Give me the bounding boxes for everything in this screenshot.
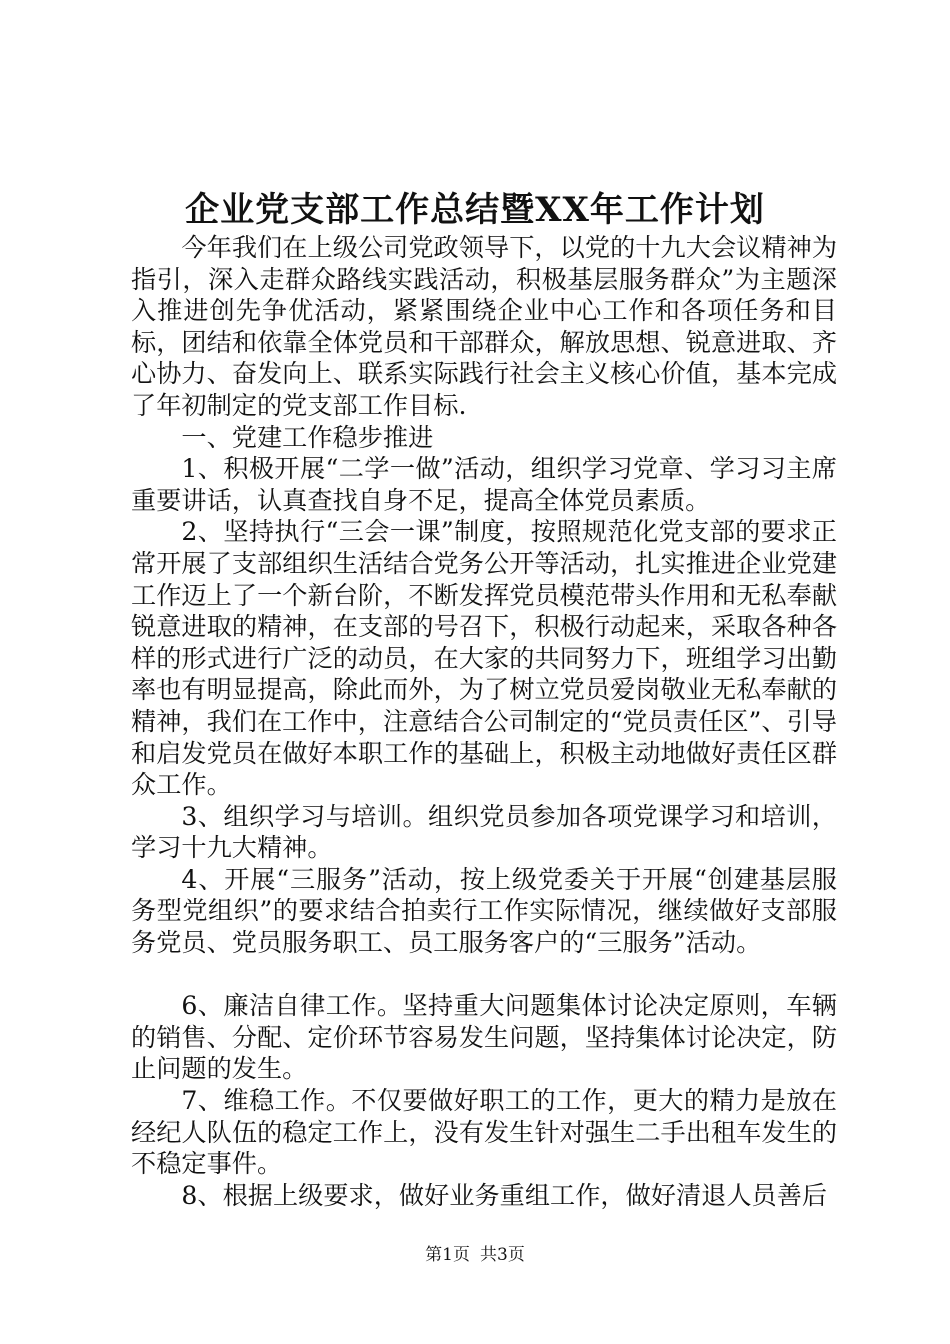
item-paragraph-1: 1、积极开展“二学一做”活动，组织学习党章、学习习主席重要讲话，认真查找自身不足，提高全体党员素质。 (131, 454, 837, 515)
section-heading: 一、党建工作稳步推进 (181, 422, 434, 452)
page-number: 第1页 (425, 1245, 470, 1265)
item-paragraph-2: 2、坚持执行“三会一课”制度，按照规范化党支部的要求正常开展了支部组织生活结合党务公开等活动，扎实推进企业党建工作迈上了一个新台阶，不断发挥党员模范带头作用和无私奉献锐意进取的精神，在支部的号召下，积极行动起来，采取各种各样的形式进行广泛的动员，在大家的共同努力下，班组学习出勤率也有明显提高，除此而外，为了树立党员爱岗敬业无私奉献的精神，我们在工作中，注意结合公司制定的“党员责任区”、引导和启发党员在做好本职工作的基础上，积极主动地做好责任区群众工作。 (131, 517, 837, 800)
paragraph-gap (131, 959, 837, 991)
item-paragraph-8: 8、根据上级要求，做好业务重组工作，做好清退人员善后 (181, 1180, 828, 1210)
item-paragraph-7: 7、维稳工作。不仅要做好职工的工作，更大的精力是放在经纪人队伍的稳定工作上，没有发生针对强生二手出租车发生的不稳定事件。 (131, 1086, 837, 1179)
item-paragraph-4: 4、开展“三服务”活动，按上级党委关于开展“创建基层服务型党组织”的要求结合拍卖行工作实际情况，继续做好支部服务党员、党员服务职工、员工服务客户的“三服务”活动。 (131, 864, 837, 958)
intro-paragraph: 今年我们在上级公司党政领导下，以党的十九大会议精神为指引，深入走群众路线实践活动，积极基层服务群众”为主题深入推进创先争优活动，紧紧围绕企业中心工作和各项任务和目标，团结和依靠全体党员和干部群众，解放思想、锐意进取、齐心协力、奋发向上、联系实际践行社会主义核心价值，基本完成了年初制定的党支部工作目标. (131, 233, 837, 420)
page-total: 共3页 (480, 1245, 525, 1265)
document-title: 企业党支部工作总结暨XX年工作计划 (185, 190, 765, 230)
item-paragraph-6: 6、廉洁自律工作。坚持重大问题集体讨论决定原则，车辆的销售、分配、定价环节容易发生问题，坚持集体讨论决定，防止问题的发生。 (131, 991, 837, 1084)
item-paragraph-3: 3、组织学习与培训。组织党员参加各项党课学习和培训，学习十九大精神。 (131, 801, 837, 863)
page-footer (0, 1243, 950, 1267)
document-body (131, 232, 837, 1211)
